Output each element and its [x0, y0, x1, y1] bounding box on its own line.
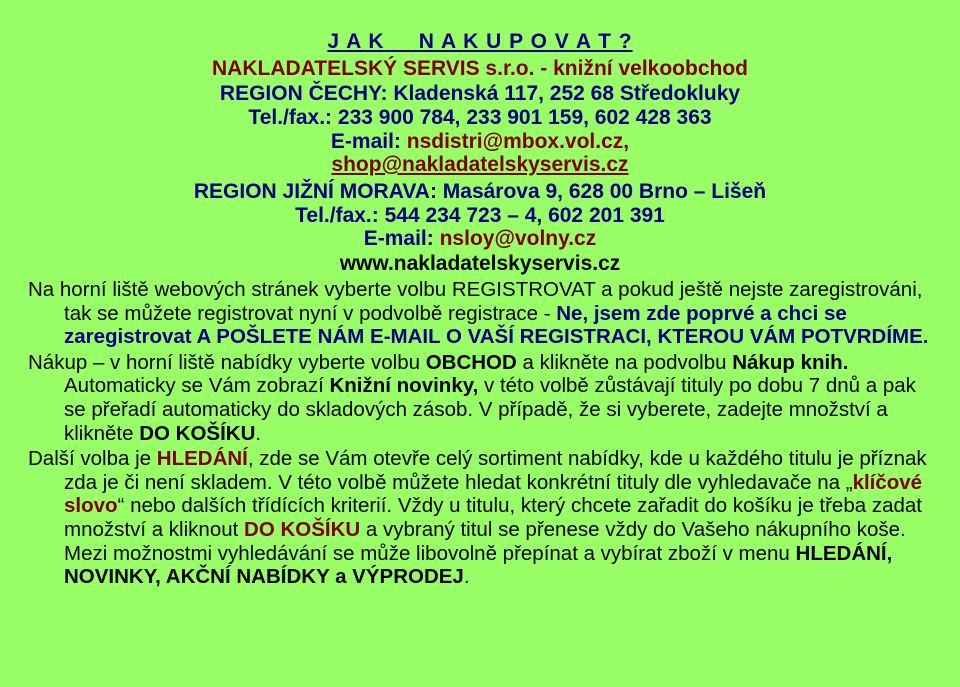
para2-text-3: Automaticky se Vám zobrazí [64, 374, 330, 398]
para3-bold-klicove: klíčové slovo [64, 470, 923, 518]
company-name: NAKLADATELSKÝ SERVIS s.r.o. - knižní velkoobchod [212, 57, 748, 80]
para1-text: Na horní liště webových stránek vyberte volbu REGISTROVAT a pokud ještě nejste zaregistrováni, tak se můžete registrovat nyní v podvolbě registrace - [28, 278, 923, 325]
region2-email-line [0, 227, 960, 251]
para3-bold-menu: HLEDÁNÍ, NOVINKY, AKČNÍ NABÍDKY a VÝPRODEJ [64, 541, 893, 589]
instructions [28, 278, 940, 589]
para3-text-4: a vybraný titul se přenese vždy do Vašeho nákupního koše. Mezi možnostmi vyhledávání se může libovolně přepínat a vybírat zboží v menu [64, 517, 906, 565]
paragraph-registration [28, 278, 940, 349]
paragraph-purchase [28, 351, 940, 445]
para3-text-2: , zde se Vám otevře celý sortiment nabídky, kde u každého titulu je příznak zda je či není skladem. V této volbě můžete hledat konkrétní tituly dle vyhledavače na „ [64, 447, 927, 494]
para2-bold-obchod: OBCHOD [425, 350, 517, 374]
para2-text-5: . [255, 421, 262, 445]
region1-email-line [0, 130, 960, 154]
para3-text-5: . [463, 565, 470, 589]
para3-text-1: Další volba je [28, 447, 157, 471]
region1-email-label: E-mail: [330, 130, 407, 153]
paragraph-search [28, 447, 940, 589]
region2-address: REGION JIŽNÍ MORAVA: Masárova 9, 628 00 Brno – Lišeň [193, 180, 767, 203]
region2-email-link[interactable]: nsloy@volny.cz [439, 227, 597, 250]
region2-email-label: E-mail: [363, 227, 440, 250]
title-part-2: N A K U P O V A T ? [418, 30, 633, 53]
region1-phone: Tel./fax.: 233 900 784, 233 901 159, 602 428 363 [248, 106, 712, 129]
region2-phone: Tel./fax.: 544 234 723 – 4, 602 201 391 [295, 204, 665, 227]
region1-shop-link[interactable]: shop@nakladatelskyservis.cz [331, 153, 629, 176]
para3-text-3: “ nebo dalších třídících kriterií. Vždy u titulu, který chcete zařadit do košíku je třeba zadat množství a kliknout [64, 494, 922, 541]
para2-bold-novinky: Knižní novinky, [329, 374, 479, 398]
para2-text-2: a klikněte na podvolbu [516, 350, 733, 374]
para2-bold-kosik: DO KOŠÍKU [139, 421, 256, 445]
page-title [0, 30, 960, 54]
title-part-1: J A K [327, 30, 385, 53]
region1-address: REGION ČECHY: Kladenská 117, 252 68 Středokluky [219, 82, 741, 105]
para2-text-4: v této volbě zůstávají tituly po dobu 7 dnů a pak se přeřadí automaticky do skladových zásob. V případě, že si vyberete, zadejte množství a klikněte [64, 374, 916, 445]
para3-bold-kosik: DO KOŠÍKU [244, 517, 361, 541]
para2-text-1: Nákup – v horní liště nabídky vyberte volbu [28, 350, 426, 374]
website-link[interactable]: www.nakladatelskyservis.cz [339, 252, 621, 275]
para1-bold: Ne, jsem zde poprvé a chci se zaregistrovat A POŠLETE NÁM E-MAIL O VAŠÍ REGISTRACI, KTEROU VÁM POTVRDÍME. [64, 301, 929, 349]
para3-bold-hledani: HLEDÁNÍ [156, 447, 248, 471]
para2-bold-nakup: Nákup knih. [732, 350, 849, 374]
region1-email-link[interactable]: nsdistri@mbox.vol.cz, [406, 130, 630, 153]
